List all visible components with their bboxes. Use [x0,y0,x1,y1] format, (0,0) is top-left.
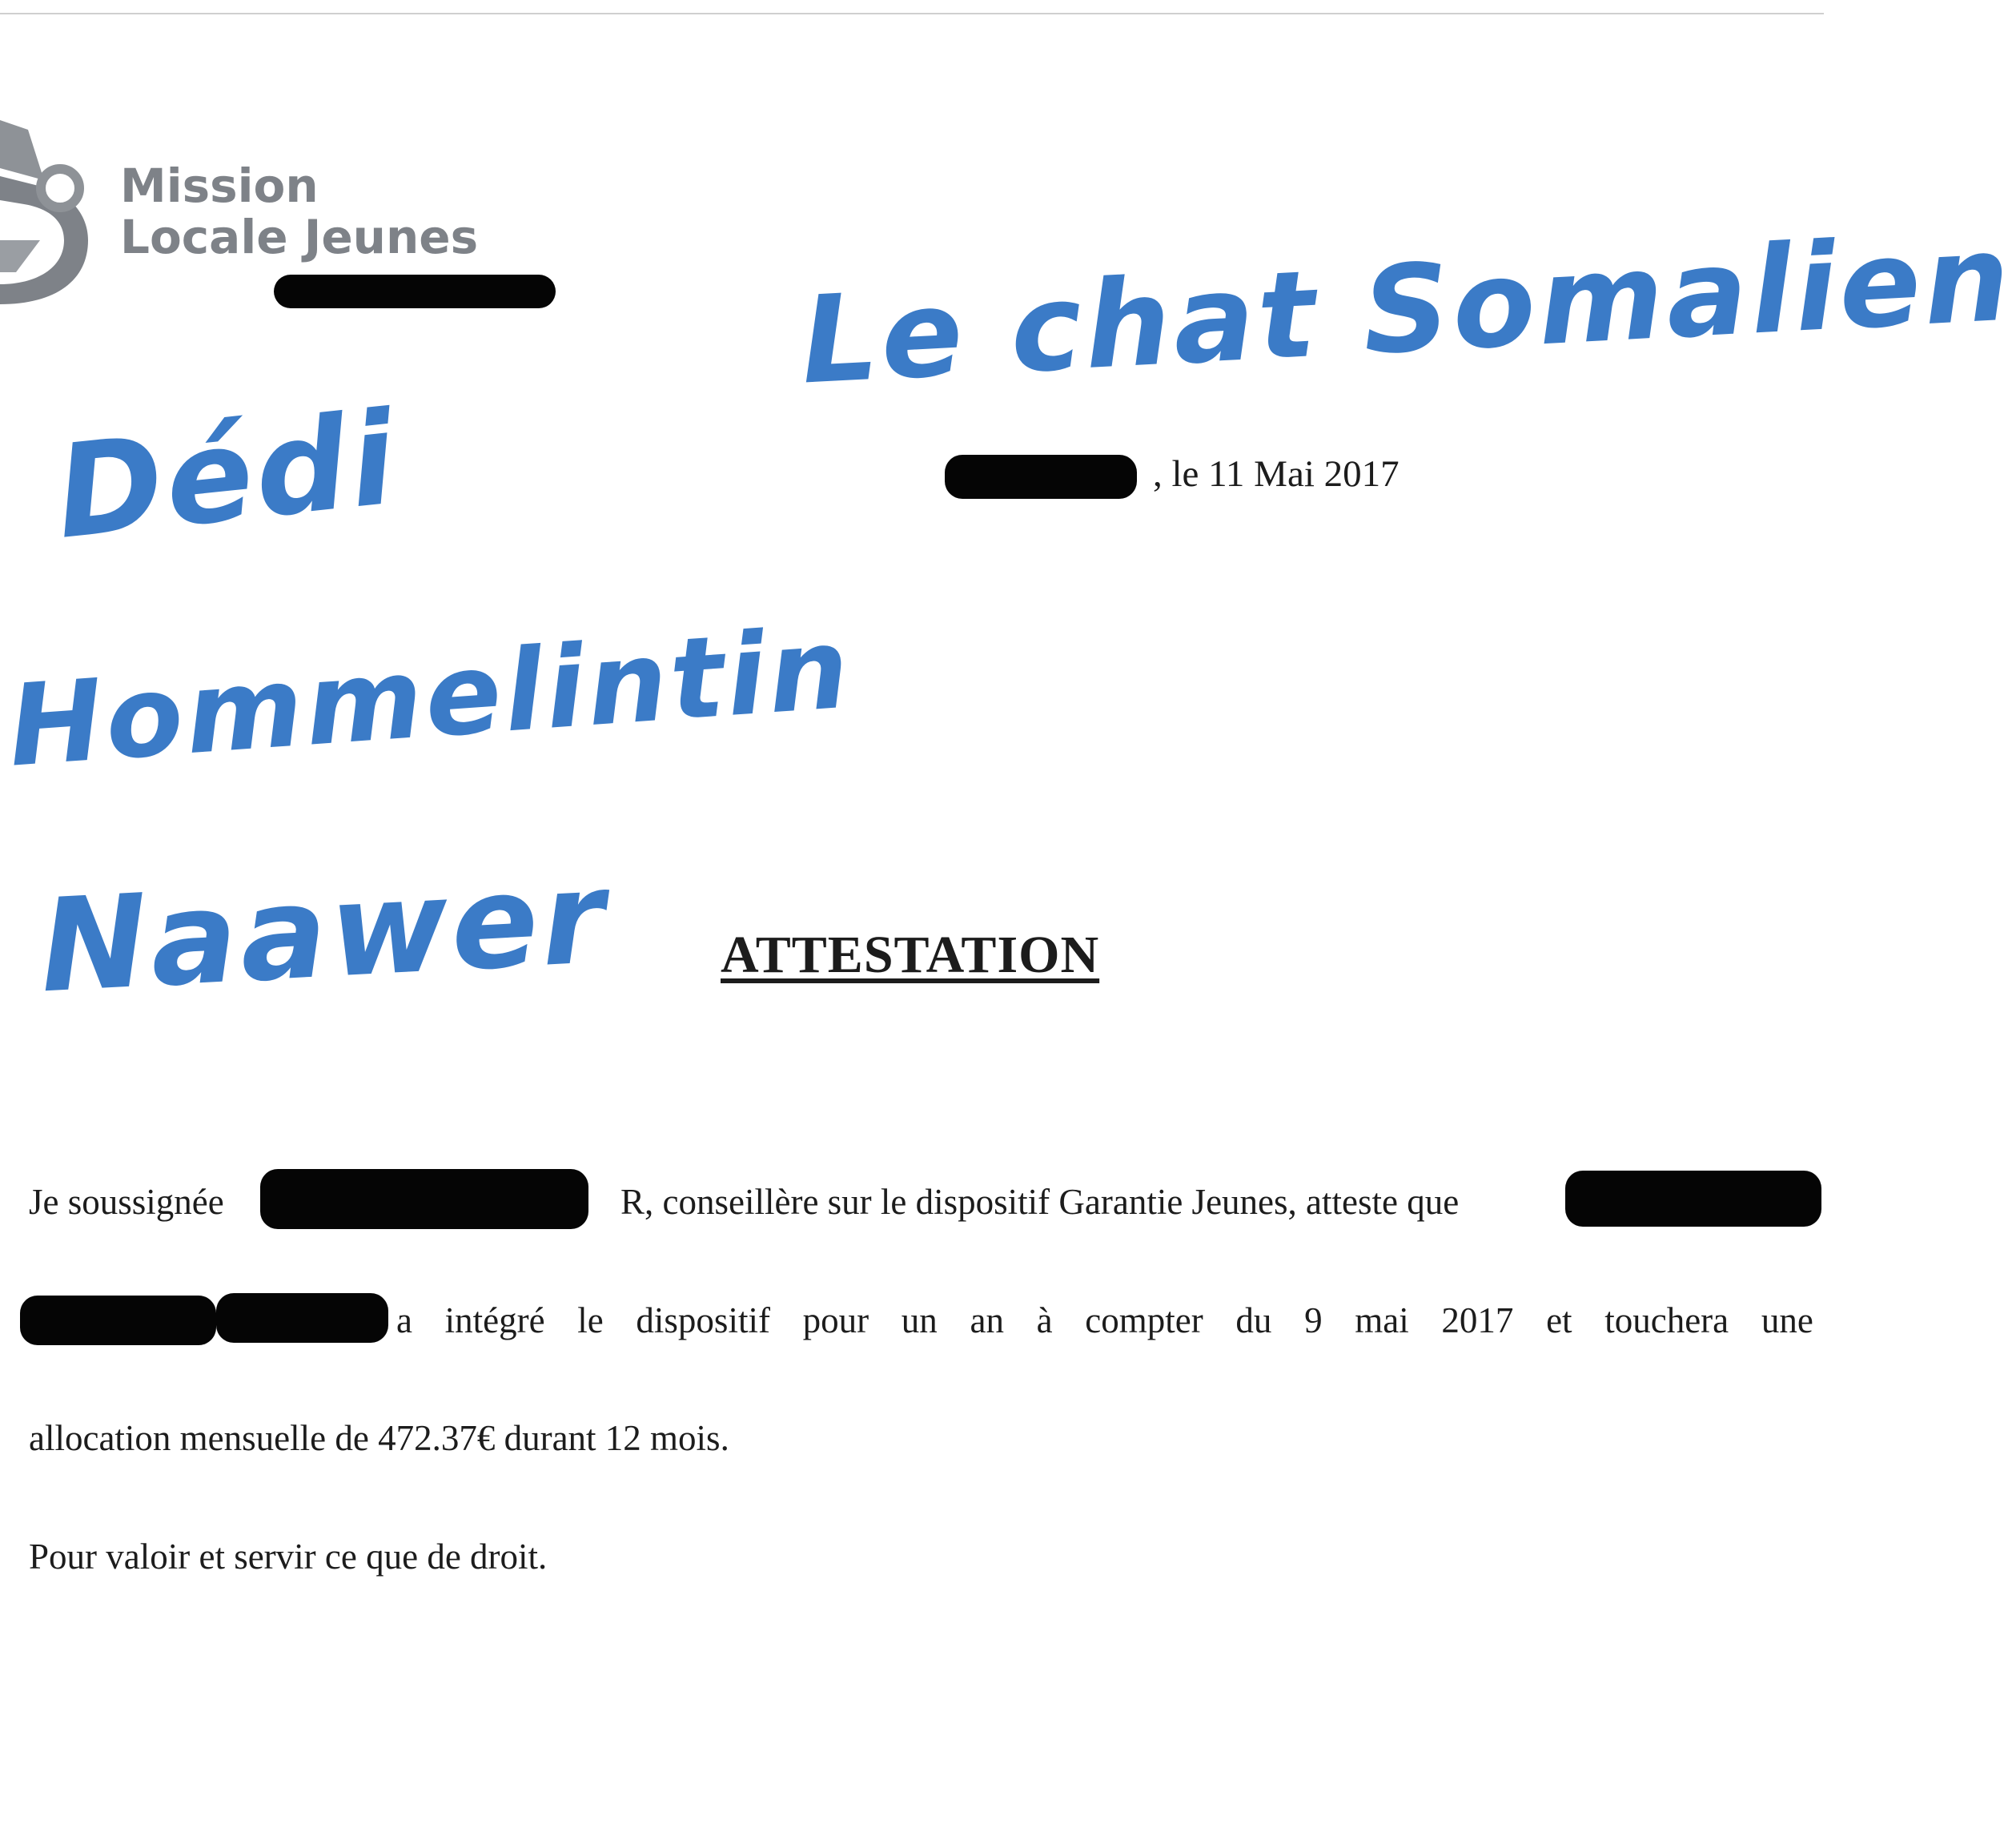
paragraph-2-word: an [970,1300,1004,1340]
paragraph-2-word: à [1036,1300,1053,1340]
paragraph-2-word: compter [1085,1300,1203,1340]
paragraph-2-word: une [1761,1300,1813,1340]
paragraph-1-start: Je soussignée [29,1182,224,1222]
paragraph-2-word: un [901,1300,938,1340]
handwritten-line-3: Hommelintin [4,603,856,793]
paragraph-2-word: et [1546,1300,1572,1340]
paragraph-2-word: pour [802,1300,869,1340]
paragraph-2-word: a [396,1300,412,1340]
paragraph-2-word: dispositif [636,1300,770,1340]
paragraph-4-text: Pour valoir et servir ce que de droit. [29,1537,548,1577]
paragraph-2-word: touchera [1604,1300,1729,1340]
logo-line-2: Locale Jeunes [120,210,479,264]
redaction-bar [1565,1171,1821,1227]
paragraph-2-word: 2017 [1441,1300,1514,1340]
paragraph-2-text [396,1300,1813,1341]
mission-locale-logo-text [120,160,478,263]
redaction-bar [216,1293,388,1343]
redaction-bar [274,275,556,308]
paragraph-2-word: le [577,1300,604,1340]
handwritten-line-2: Dédi [49,383,405,568]
letter-date: , le 11 Mai 2017 [1153,453,1400,495]
handwritten-line-1: Le chat Somalien [797,208,2016,412]
redaction-bar [260,1169,588,1229]
logo-line-1: Mission [120,159,319,213]
mission-locale-logo-icon [0,120,104,304]
handwritten-line-4: Naawer [36,842,612,1022]
paragraph-3-text: allocation mensuelle de 472.37€ durant 12 mois. [29,1418,729,1458]
letter-title: ATTESTATION [721,926,1100,984]
paragraph-2-word: 9 [1304,1300,1323,1340]
redaction-bar [20,1296,216,1345]
paragraph-2-word: du [1235,1300,1272,1340]
page-top-border [0,13,1824,14]
paragraph-1-text: R, conseillère sur le dispositif Garantie Jeunes, atteste que [620,1182,1460,1222]
paragraph-2-word: intégré [444,1300,545,1340]
redaction-bar [945,455,1137,499]
paragraph-2-word: mai [1355,1300,1409,1340]
